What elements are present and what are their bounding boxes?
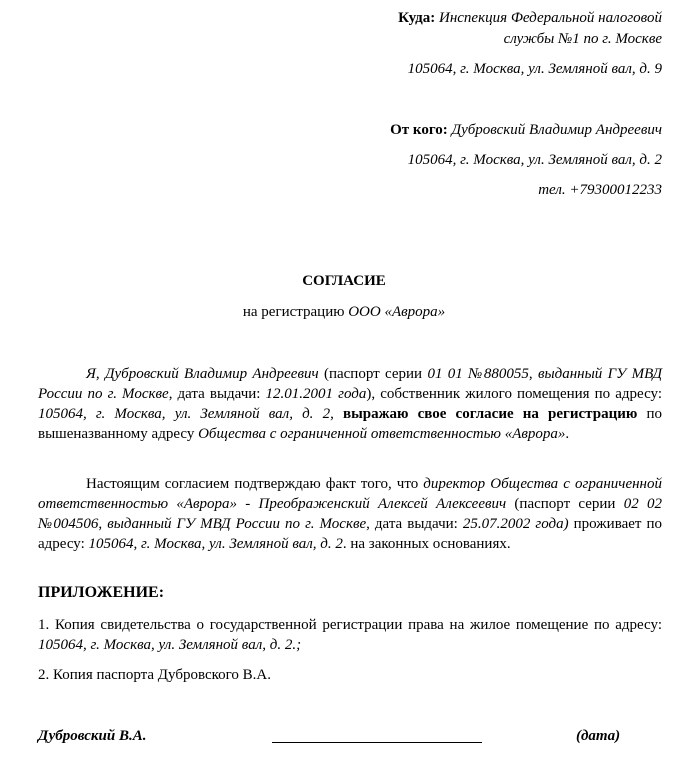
consent-paragraph	[38, 364, 662, 444]
appendix-item-1	[38, 615, 662, 655]
document-title: СОГЛАСИЕ	[302, 273, 386, 289]
document-subtitle	[0, 302, 688, 322]
sender-phone-text: тел. +79300012233	[538, 182, 662, 198]
p2-text-2: (паспорт серии	[506, 496, 624, 512]
recipient-name-part2: службы №1 по г. Москве	[503, 31, 662, 47]
p1-passport: 01 01 №880055	[427, 366, 529, 382]
from-label: От кого:	[390, 122, 448, 138]
to-label: Куда:	[398, 10, 436, 26]
p1-text-6: по вышеназванному адресу	[38, 406, 662, 442]
p1-text-2: ,	[528, 366, 538, 382]
p1-consent: выражаю свое согласие на регистрацию	[342, 406, 638, 422]
p1-text-3: , дата выдачи:	[168, 386, 266, 402]
sender-line	[390, 120, 662, 140]
p2-text-4: , дата выдачи:	[366, 516, 463, 532]
signature-name: Дубровский В.А.	[38, 728, 147, 744]
appendix-item-1-text: 1. Копия свидетельства о государственной регистрации права на жилое помещение по адресу:	[38, 617, 662, 633]
p1-address: 105064, г. Москва, ул. Земляной вал, д. 2	[38, 406, 331, 422]
p1-name: Я, Дубровский Владимир Андреевич	[86, 366, 319, 382]
sender-phone	[538, 180, 662, 200]
appendix-heading: ПРИЛОЖЕНИЕ:	[38, 584, 165, 601]
p2-text-1: Настоящим согласием подтверждаю факт того, что	[86, 476, 424, 492]
subtitle-org: ООО «Аврора»	[348, 304, 446, 320]
recipient-line-1	[398, 8, 662, 28]
p1-org: Общества с ограниченной ответственностью «Аврора»	[198, 426, 566, 442]
subtitle-prefix: на регистрацию	[242, 304, 345, 320]
recipient-name-part1: Инспекция Федеральной налоговой	[439, 10, 662, 26]
residence-paragraph	[38, 474, 662, 554]
appendix-item-1-address: 105064, г. Москва, ул. Земляной вал, д. 2.;	[38, 637, 302, 653]
recipient-line-2	[504, 29, 662, 49]
signature-line	[272, 742, 482, 743]
recipient-address-text: 105064, г. Москва, ул. Земляной вал, д. 9	[407, 61, 662, 77]
sender-address	[408, 150, 662, 170]
p2-director: директор Общества с ограниченной ответственностью «Аврора» - Преображенский Алексей Алексеевич	[38, 476, 662, 512]
p1-text-7: .	[565, 426, 570, 442]
appendix-item-2: 2. Копия паспорта Дубровского В.А.	[38, 667, 271, 683]
p1-issue-date: 12.01.2001 года	[265, 386, 367, 402]
signature-date-label: (дата)	[576, 728, 621, 744]
p2-passport: 02 02 №004506	[38, 496, 662, 532]
p1-text-1: (паспорт серии	[318, 366, 428, 382]
p2-text-6: . на законных основаниях.	[342, 536, 511, 552]
recipient-address	[408, 59, 662, 79]
sender-address-text: 105064, г. Москва, ул. Земляной вал, д. 2	[407, 152, 662, 168]
p2-text-5: проживает по адресу:	[38, 516, 662, 552]
p1-issued-by: выданный ГУ МВД России по г. Москве	[38, 366, 663, 402]
p1-text-4: ), собственник жилого помещения по адресу:	[366, 386, 662, 402]
p2-text-3: ,	[98, 516, 108, 532]
p2-issued-by: выданный ГУ МВД России по г. Москве	[107, 516, 367, 532]
p2-address: 105064, г. Москва, ул. Земляной вал, д. 2	[88, 536, 343, 552]
p1-text-5: ,	[330, 406, 343, 422]
p2-issue-date: 25.07.2002 года)	[462, 516, 569, 532]
sender-name: Дубровский Владимир Андреевич	[451, 122, 662, 138]
